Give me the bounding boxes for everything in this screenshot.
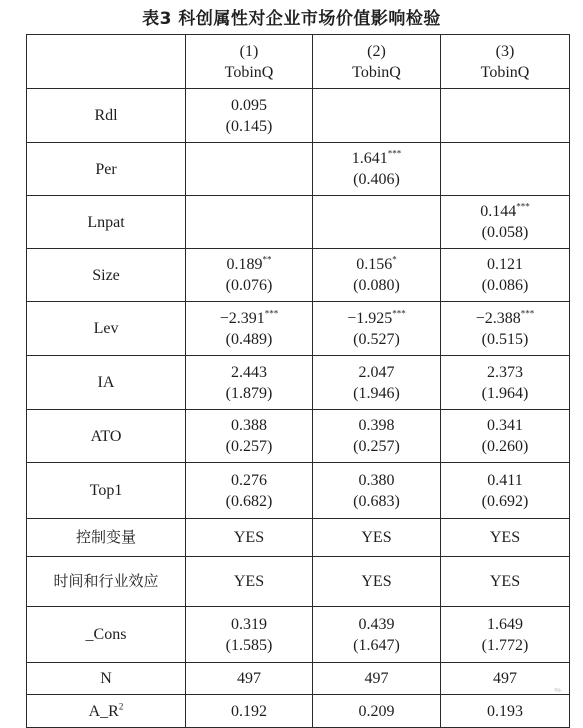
table-cell: 497 (441, 663, 570, 695)
table-cell (441, 607, 570, 663)
observations-row (27, 663, 570, 695)
coefficient-line (313, 148, 440, 169)
table-cell: 497 (313, 663, 441, 695)
watermark-icon: ✎ (552, 684, 565, 698)
standard-error: (0.145) (225, 117, 273, 135)
row-label: _Cons (27, 607, 186, 663)
table-row (27, 196, 570, 249)
row-label: Size (27, 249, 186, 302)
table-cell: YES (441, 557, 570, 607)
standard-error: (0.260) (481, 438, 529, 455)
standard-error: (0.527) (353, 330, 400, 348)
coefficient: 0.380 (358, 471, 395, 489)
column-number: (1) (239, 42, 259, 60)
coefficient-line (441, 308, 569, 329)
row-label: 控制变量 (27, 519, 186, 557)
standard-error: (0.076) (225, 277, 273, 294)
coefficient: 1.641 (351, 150, 388, 167)
row-label-text: A_R (88, 702, 119, 720)
coefficient-line (186, 308, 312, 329)
coefficient-line (441, 201, 569, 222)
table-cell: 0.209 (313, 695, 441, 728)
standard-error: (1.946) (353, 384, 400, 402)
row-label: IA (27, 356, 186, 410)
adj-r-squared-row (27, 695, 570, 728)
table-cell: YES (186, 519, 313, 557)
significance-stars: *** (392, 308, 406, 319)
column-number: (2) (367, 42, 386, 60)
header-cell-2 (313, 35, 441, 89)
coefficient-line (441, 254, 569, 275)
standard-error: (1.772) (481, 636, 529, 654)
coefficient: 0.439 (358, 615, 395, 633)
table-cell: 0.193 (441, 695, 570, 728)
table-cell (441, 463, 570, 519)
dependent-variable: TobinQ (480, 63, 530, 81)
significance-stars: *** (387, 148, 402, 159)
coefficient-line (313, 362, 440, 383)
coefficient: 0.276 (231, 471, 267, 489)
header-corner-cell (27, 35, 186, 89)
header-cell-3 (441, 35, 570, 89)
controls-row (27, 519, 570, 557)
table-cell (441, 302, 570, 356)
coefficient: −2.388 (475, 309, 521, 327)
table-cell: YES (441, 519, 570, 557)
table-row (27, 89, 570, 143)
coefficient: −2.391 (219, 309, 265, 327)
standard-error: (0.058) (481, 224, 529, 241)
coefficient-line (313, 415, 440, 436)
table-row (27, 143, 570, 196)
coefficient: 1.649 (487, 615, 523, 633)
row-label: Rdl (27, 89, 186, 143)
table-cell: 497 (186, 663, 313, 695)
coefficient-line (313, 308, 440, 329)
table-cell (186, 143, 313, 196)
row-label: ATO (27, 410, 186, 463)
column-number: (3) (495, 42, 515, 60)
table-cell (186, 463, 313, 519)
fixed-effects-row (27, 557, 570, 607)
standard-error: (0.515) (481, 330, 529, 348)
table-cell (441, 410, 570, 463)
table-cell: YES (313, 557, 441, 607)
table-cell (441, 249, 570, 302)
coefficient-line (186, 95, 312, 116)
standard-error: (0.683) (353, 492, 400, 510)
coefficient-line (313, 470, 440, 491)
standard-error: (0.080) (353, 277, 400, 294)
standard-error: (1.879) (225, 384, 273, 402)
table-cell (313, 607, 441, 663)
dependent-variable: TobinQ (352, 63, 401, 81)
table-title: 表3 科创属性对企业市场价值影响检验 (142, 9, 441, 29)
table-row (27, 356, 570, 410)
row-label: Top1 (27, 463, 186, 519)
significance-stars: *** (264, 308, 279, 319)
table-cell (186, 607, 313, 663)
coefficient: 2.047 (358, 363, 395, 381)
coefficient: 0.411 (487, 471, 523, 489)
standard-error: (1.647) (353, 636, 400, 654)
standard-error: (0.682) (225, 492, 273, 510)
table-cell (186, 249, 313, 302)
table-cell (186, 356, 313, 410)
table-cell (313, 143, 441, 196)
coefficient-line (313, 254, 440, 275)
table-cell: YES (313, 519, 441, 557)
table-row (27, 302, 570, 356)
coefficient-line (441, 415, 569, 436)
coefficient: 0.156 (356, 256, 393, 273)
table-cell (441, 356, 570, 410)
coefficient: 0.189 (226, 256, 263, 273)
standard-error: (1.585) (225, 636, 273, 654)
table-cell (313, 463, 441, 519)
table-cell (441, 89, 570, 143)
standard-error: (0.257) (225, 438, 273, 455)
coefficient: 0.144 (480, 203, 517, 220)
table-cell: 0.192 (186, 695, 313, 728)
coefficient: 2.373 (487, 363, 523, 381)
coefficient-line (441, 470, 569, 491)
coefficient: −1.925 (347, 309, 393, 327)
coefficient-line (441, 362, 569, 383)
coefficient-line (186, 415, 312, 436)
row-label (27, 695, 186, 728)
table-row (27, 410, 570, 463)
table-cell (313, 356, 441, 410)
coefficient-line (186, 362, 312, 383)
standard-error: (0.692) (481, 492, 529, 510)
table-cell (441, 196, 570, 249)
significance-stars: ** (262, 254, 272, 265)
standard-error: (0.406) (353, 171, 400, 188)
standard-error: (0.257) (353, 438, 400, 455)
table-cell (313, 302, 441, 356)
dependent-variable: TobinQ (224, 63, 274, 81)
table-cell (313, 89, 441, 143)
coefficient: 0.319 (231, 615, 267, 633)
constant-row (27, 607, 570, 663)
header-row (27, 35, 570, 89)
coefficient: 0.341 (487, 417, 523, 434)
standard-error: (1.964) (481, 384, 529, 402)
coefficient-line (186, 470, 312, 491)
regression-table (26, 34, 570, 728)
table-cell (441, 143, 570, 196)
coefficient: 0.121 (487, 256, 523, 273)
standard-error: (0.489) (225, 330, 273, 348)
row-label: Lev (27, 302, 186, 356)
table-cell (186, 196, 313, 249)
row-label: 时间和行业效应 (27, 557, 186, 607)
table-cell (186, 89, 313, 143)
significance-stars: * (392, 254, 397, 265)
row-label: N (27, 663, 186, 695)
coefficient: 2.443 (231, 363, 267, 381)
table-cell (313, 196, 441, 249)
table-row (27, 249, 570, 302)
table-row (27, 463, 570, 519)
row-label: Lnpat (27, 196, 186, 249)
coefficient: 0.388 (231, 417, 267, 434)
table-cell (186, 302, 313, 356)
table-cell: YES (186, 557, 313, 607)
coefficient: 0.398 (358, 417, 395, 434)
coefficient: 0.095 (231, 96, 267, 114)
standard-error: (0.086) (481, 277, 529, 294)
coefficient-line (186, 254, 312, 275)
table-cell (313, 410, 441, 463)
significance-stars: *** (516, 201, 530, 212)
table-cell (186, 410, 313, 463)
header-cell-1 (186, 35, 313, 89)
row-label: Per (27, 143, 186, 196)
table-cell (313, 249, 441, 302)
superscript-two: 2 (118, 701, 124, 712)
significance-stars: *** (520, 308, 535, 319)
